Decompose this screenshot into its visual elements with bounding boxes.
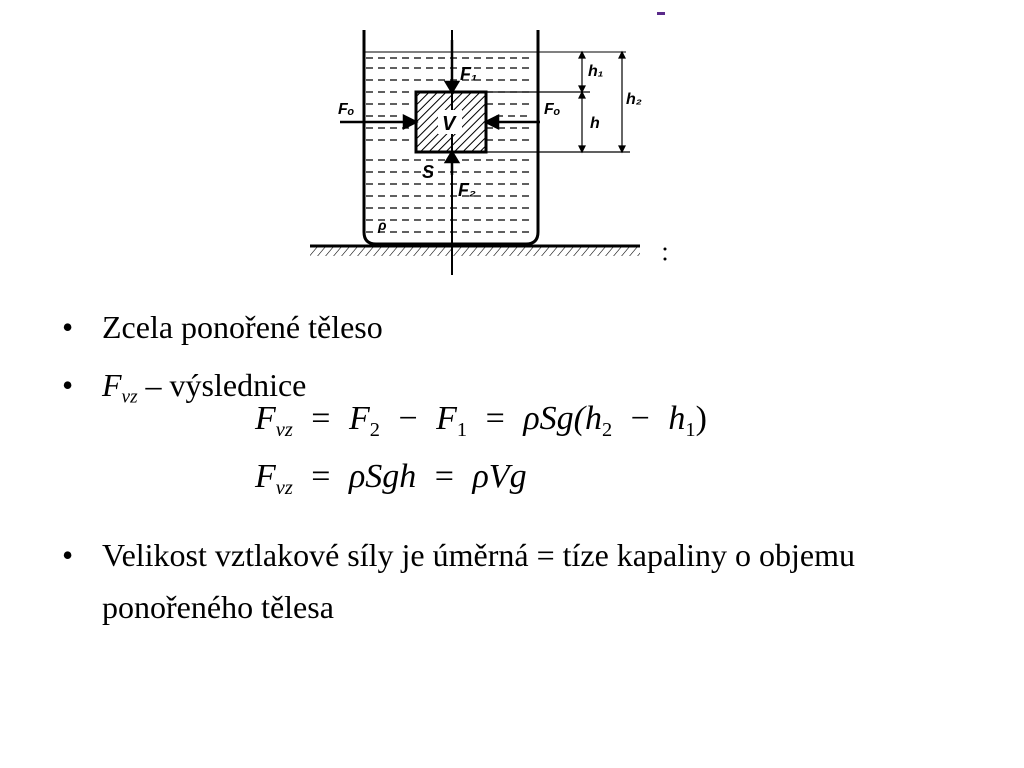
- dot-mark: [664, 258, 667, 261]
- f1-eq: =: [311, 400, 331, 437]
- f2-lhs: F: [255, 458, 276, 495]
- f1-t4-sub: 2: [601, 419, 613, 442]
- f2-eq: =: [311, 458, 331, 495]
- formula-buoyant-force: [255, 400, 707, 442]
- dot-mark: [664, 248, 667, 251]
- label-h2: h₂: [626, 91, 642, 108]
- f1-eq2: =: [485, 400, 505, 437]
- f1-minus: −: [398, 400, 418, 437]
- f1-t3: F: [436, 400, 457, 437]
- buoyancy-diagram: [300, 0, 680, 280]
- bullet-text: Velikost vztlakové síly je úměrná = tíze kapaliny o objemu ponořeného tělesa: [102, 537, 855, 625]
- label-h: h: [590, 115, 600, 132]
- symbol-f: F: [102, 367, 122, 403]
- f1-lhs: F: [255, 400, 276, 437]
- f1-t4: ρSg(h: [523, 400, 602, 437]
- label-density: ρ: [378, 217, 387, 233]
- f1-close: ): [695, 400, 707, 437]
- f1-t2: F: [348, 400, 370, 437]
- label-f2: F₂: [458, 180, 476, 200]
- corner-mark: [657, 12, 665, 15]
- bullet-rest: – výslednice: [137, 367, 307, 403]
- bullet-marker: •: [62, 537, 74, 573]
- bullet-marker: •: [62, 367, 74, 403]
- f1-minus2: −: [630, 400, 650, 437]
- f1-t2-sub: 2: [369, 419, 380, 442]
- label-f-right: Fₒ: [544, 101, 561, 118]
- f2-t3: ρVg: [472, 458, 527, 495]
- label-area: S: [422, 162, 435, 182]
- f2-lhs-sub: vz: [275, 477, 293, 500]
- f1-t5-sub: 1: [685, 419, 696, 442]
- subscript-vz: vz: [121, 386, 138, 408]
- label-f1: F₁: [460, 64, 478, 84]
- f2-t2: ρSgh: [348, 458, 417, 495]
- f1-lhs-sub: vz: [275, 419, 293, 442]
- bullet-marker: •: [62, 309, 74, 345]
- f1-t5: h: [668, 400, 686, 437]
- f1-t3-sub: 1: [456, 419, 468, 442]
- label-volume: V: [442, 113, 456, 135]
- f2-eq2: =: [434, 458, 454, 495]
- label-h1: h₁: [588, 63, 604, 80]
- formula-buoyant-force-volume: [255, 458, 527, 500]
- label-f-left: Fₒ: [338, 101, 355, 118]
- bullet-text: Zcela ponořené těleso: [102, 309, 383, 345]
